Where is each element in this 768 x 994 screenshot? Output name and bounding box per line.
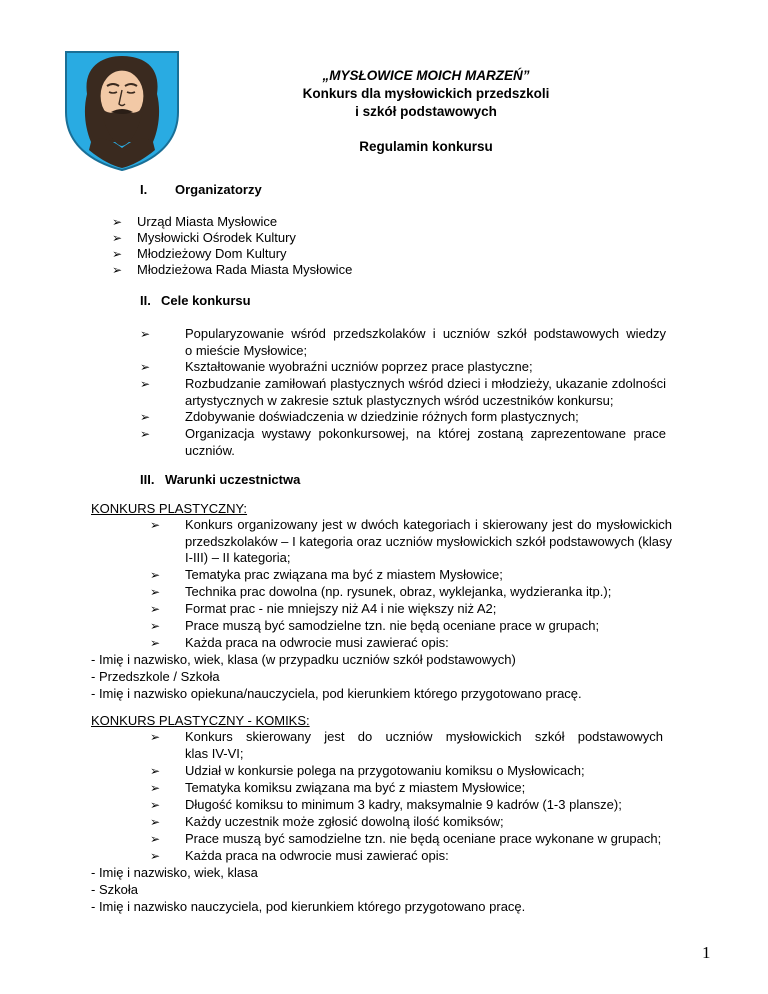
description-line: - Imię i nazwisko nauczyciela, pod kierunkiem którego przygotowano pracę.: [91, 899, 526, 914]
list-item: Konkurs skierowany jest do uczniów mysłowickich szkół podstawowych klas IV-VI;: [185, 729, 663, 761]
bullet-arrow-icon: ➢: [140, 410, 151, 424]
document-subtitle-line1: Konkurs dla mysłowickich przedszkoli: [302, 86, 550, 101]
list-item: Popularyzowanie wśród przedszkolaków i uczniów szkół podstawowych wiedzy o mieście Mysłowice;: [185, 326, 666, 358]
section-2-title: Cele konkursu: [161, 293, 251, 308]
bullet-arrow-icon: ➢: [140, 327, 151, 341]
section-3-number: III.: [140, 472, 155, 487]
bullet-arrow-icon: ➢: [150, 798, 161, 812]
bullet-arrow-icon: ➢: [150, 568, 161, 582]
bullet-arrow-icon: ➢: [150, 619, 161, 633]
page-number: 1: [702, 943, 711, 962]
bullet-arrow-icon: ➢: [150, 781, 161, 795]
description-line: - Przedszkole / Szkoła: [91, 669, 220, 684]
bullet-arrow-icon: ➢: [112, 231, 123, 245]
list-item: Prace muszą być samodzielne tzn. nie będą oceniane prace w grupach;: [185, 618, 600, 633]
list-item: Każda praca na odwrocie musi zawierać opis:: [185, 635, 449, 650]
bullet-arrow-icon: ➢: [150, 518, 161, 532]
bullet-arrow-icon: ➢: [150, 849, 161, 863]
list-item: Rozbudzanie zamiłowań plastycznych wśród dzieci i młodzieży, ukazanie zdolności artystycznych w zakresie sztuk plastycznych wśród uczestników konkursu;: [185, 376, 666, 408]
list-item: Każdy uczestnik może zgłosić dowolną ilość komiksów;: [185, 814, 504, 829]
bullet-arrow-icon: ➢: [150, 832, 161, 846]
bullet-arrow-icon: ➢: [112, 263, 123, 277]
list-item: Prace muszą być samodzielne tzn. nie będą oceniane prace wykonane w grupach;: [185, 831, 662, 846]
document-subtitle-line2: i szkół podstawowych: [355, 104, 497, 119]
list-item: Urząd Miasta Mysłowice: [137, 214, 278, 229]
list-item: Młodzieżowy Dom Kultury: [137, 246, 287, 261]
list-item: Tematyka prac związana ma być z miastem Mysłowice;: [185, 567, 503, 582]
bullet-arrow-icon: ➢: [150, 585, 161, 599]
city-coat-of-arms-logo: [63, 50, 181, 172]
bullet-arrow-icon: ➢: [150, 764, 161, 778]
bullet-arrow-icon: ➢: [112, 247, 123, 261]
list-item: Długość komiksu to minimum 3 kadry, maksymalnie 9 kadrów (1-3 plansze);: [185, 797, 622, 812]
list-item: Konkurs organizowany jest w dwóch kategoriach i skierowany jest do mysłowickich przedszkolaków – I kategoria oraz uczniów mysłowickich szkół podstawowych (klasy I-III) – II kategoria;: [185, 517, 672, 565]
bullet-arrow-icon: ➢: [150, 815, 161, 829]
list-item: Format prac - nie mniejszy niż A4 i nie większy niż A2;: [185, 601, 497, 616]
list-item: Technika prac dowolna (np. rysunek, obraz, wyklejanka, wydzieranka itp.);: [185, 584, 612, 599]
bullet-arrow-icon: ➢: [140, 360, 151, 374]
description-line: - Szkoła: [91, 882, 138, 897]
bullet-arrow-icon: ➢: [150, 730, 161, 744]
description-line: - Imię i nazwisko, wiek, klasa (w przypadku uczniów szkół podstawowych): [91, 652, 516, 667]
list-item: Tematyka komiksu związana ma być z miastem Mysłowice;: [185, 780, 526, 795]
document-title: „MYSŁOWICE MOICH MARZEŃ”: [322, 68, 530, 83]
list-item: Każda praca na odwrocie musi zawierać opis:: [185, 848, 449, 863]
section-1-title: Organizatorzy: [175, 182, 262, 197]
bullet-arrow-icon: ➢: [140, 427, 151, 441]
description-line: - Imię i nazwisko, wiek, klasa: [91, 865, 258, 880]
section-2-number: II.: [140, 293, 151, 308]
bullet-arrow-icon: ➢: [140, 377, 151, 391]
list-item: Młodzieżowa Rada Miasta Mysłowice: [137, 262, 353, 277]
contest-1-heading: KONKURS PLASTYCZNY:: [91, 501, 248, 516]
bullet-arrow-icon: ➢: [150, 602, 161, 616]
list-item: Mysłowicki Ośrodek Kultury: [137, 230, 296, 245]
list-item: Kształtowanie wyobraźni uczniów poprzez prace plastyczne;: [185, 359, 533, 374]
bullet-arrow-icon: ➢: [150, 636, 161, 650]
bullet-arrow-icon: ➢: [112, 215, 123, 229]
section-1-number: I.: [140, 182, 148, 197]
list-item: Udział w konkursie polega na przygotowaniu komiksu o Mysłowicach;: [185, 763, 585, 778]
description-line: - Imię i nazwisko opiekuna/nauczyciela, pod kierunkiem którego przygotowano pracę.: [91, 686, 582, 701]
regulations-heading: Regulamin konkursu: [359, 139, 493, 154]
contest-2-heading: KONKURS PLASTYCZNY - KOMIKS:: [91, 713, 310, 728]
list-item: Zdobywanie doświadczenia w dziedzinie różnych form plastycznych;: [185, 409, 579, 424]
list-item: Organizacja wystawy pokonkursowej, na której zostaną zaprezentowane prace uczniów.: [185, 426, 666, 458]
section-3-title: Warunki uczestnictwa: [165, 472, 301, 487]
